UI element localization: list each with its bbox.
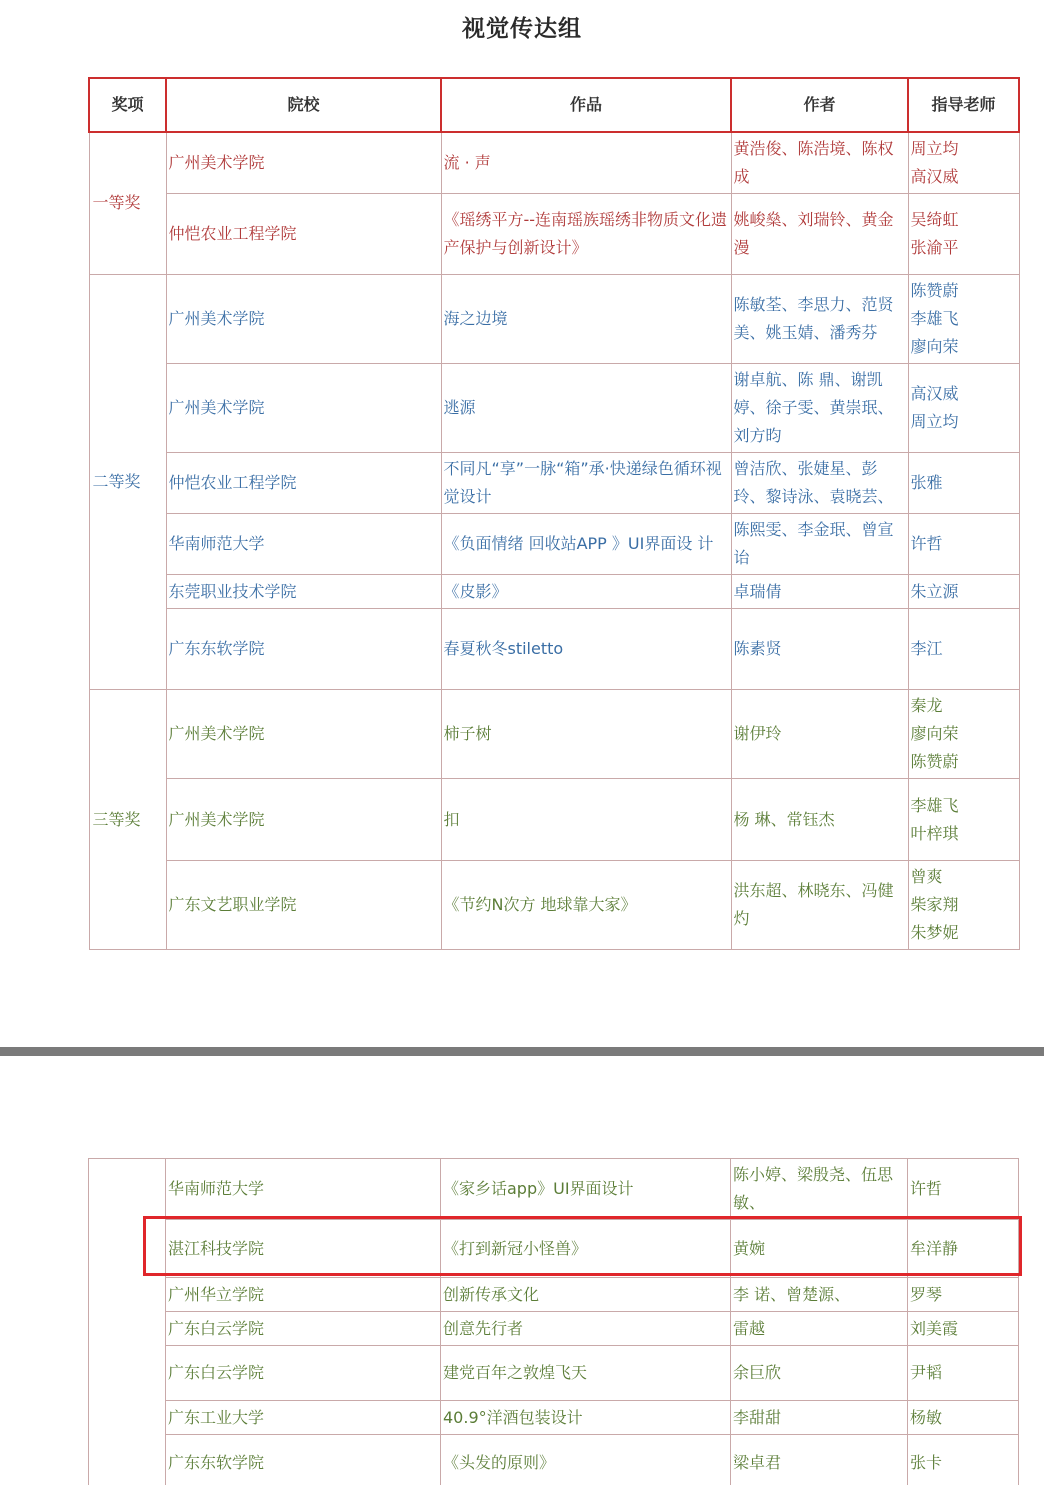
work-cell: 流 · 声	[441, 132, 731, 194]
advisor-cell: 杨敏	[908, 1401, 1019, 1435]
advisor-cell: 高汉威 周立均	[908, 364, 1019, 453]
advisor-cell: 许哲	[908, 514, 1019, 575]
header-school: 院校	[166, 78, 441, 132]
author-cell: 陈小婷、梁殷尧、伍思敏、	[731, 1159, 908, 1220]
school-cell: 广东东软学院	[166, 609, 441, 690]
work-cell: 柿子树	[441, 690, 731, 779]
school-cell: 湛江科技学院	[166, 1220, 441, 1278]
author-cell: 谢伊玲	[731, 690, 908, 779]
table-row	[89, 1435, 1019, 1485]
advisor-cell: 许哲	[908, 1159, 1019, 1220]
awards-table-continued	[88, 1158, 1019, 1485]
work-cell: 扣	[441, 779, 731, 861]
school-cell: 仲恺农业工程学院	[166, 194, 441, 275]
school-cell: 广东白云学院	[166, 1312, 441, 1346]
author-cell: 黄浩俊、陈浩境、陈权成	[731, 132, 908, 194]
advisor-cell: 吴绮虹 张渝平	[908, 194, 1019, 275]
author-cell: 姚峻燊、刘瑞铃、黄金漫	[731, 194, 908, 275]
work-cell: 海之边境	[441, 275, 731, 364]
table-row	[89, 1312, 1019, 1346]
table-row	[89, 1346, 1019, 1401]
table-row	[89, 364, 1019, 453]
award-level-empty	[89, 1159, 166, 1485]
school-cell: 东莞职业技术学院	[166, 575, 441, 609]
work-cell: 《瑶绣平方--连南瑶族瑶绣非物质文化遗产保护与创新设计》	[441, 194, 731, 275]
advisor-cell: 刘美霞	[908, 1312, 1019, 1346]
author-cell: 杨 琳、常钰杰	[731, 779, 908, 861]
school-cell: 华南师范大学	[166, 1159, 441, 1220]
work-cell: 逃源	[441, 364, 731, 453]
page-title: 视觉传达组	[462, 16, 582, 42]
school-cell: 广州美术学院	[166, 690, 441, 779]
advisor-cell: 陈赞蔚 李雄飞 廖向荣	[908, 275, 1019, 364]
table-header-row	[89, 78, 1019, 132]
table-row	[89, 779, 1019, 861]
advisor-cell: 尹韬	[908, 1346, 1019, 1401]
author-cell: 谢卓航、陈 鼎、谢凯婷、徐子雯、黄崇珉、刘方昀	[731, 364, 908, 453]
school-cell: 广东文艺职业学院	[166, 861, 441, 950]
header-work: 作品	[441, 78, 731, 132]
author-cell: 李甜甜	[731, 1401, 908, 1435]
award-level: 三等奖	[89, 690, 166, 950]
school-cell: 广州美术学院	[166, 364, 441, 453]
table-row	[89, 514, 1019, 575]
awards-table	[88, 77, 1020, 950]
header-award: 奖项	[89, 78, 166, 132]
advisor-cell: 张卡	[908, 1435, 1019, 1485]
work-cell: 建党百年之敦煌飞天	[441, 1346, 731, 1401]
advisor-cell: 李江	[908, 609, 1019, 690]
table-row	[89, 861, 1019, 950]
author-cell: 梁卓君	[731, 1435, 908, 1485]
author-cell: 卓瑞倩	[731, 575, 908, 609]
advisor-cell: 罗琴	[908, 1278, 1019, 1312]
work-cell: 《节约N次方 地球靠大家》	[441, 861, 731, 950]
author-cell: 陈敏荃、李思力、范贤美、姚玉婧、潘秀芬	[731, 275, 908, 364]
author-cell: 雷越	[731, 1312, 908, 1346]
author-cell: 余巨欣	[731, 1346, 908, 1401]
work-cell: 《打到新冠小怪兽》	[441, 1220, 731, 1278]
author-cell: 洪东超、林晓东、冯健灼	[731, 861, 908, 950]
page-divider	[0, 1047, 1044, 1056]
work-cell: 《皮影》	[441, 575, 731, 609]
school-cell: 广东工业大学	[166, 1401, 441, 1435]
school-cell: 广东白云学院	[166, 1346, 441, 1401]
school-cell: 广东东软学院	[166, 1435, 441, 1485]
award-level: 二等奖	[89, 275, 166, 690]
header-advisor: 指导老师	[908, 78, 1019, 132]
school-cell: 仲恺农业工程学院	[166, 453, 441, 514]
table-row	[89, 275, 1019, 364]
work-cell: 不同凡“享”一脉“箱”承·快递绿色循环视觉设计	[441, 453, 731, 514]
author-cell: 陈熙雯、李金珉、曾宣诒	[731, 514, 908, 575]
advisor-cell: 秦龙 廖向荣 陈赞蔚	[908, 690, 1019, 779]
table-row	[89, 1401, 1019, 1435]
author-cell: 李 诺、曾楚源、	[731, 1278, 908, 1312]
table-row	[89, 609, 1019, 690]
author-cell: 曾洁欣、张婕星、彭玲、黎诗泳、袁晓芸、	[731, 453, 908, 514]
author-cell: 陈素贤	[731, 609, 908, 690]
school-cell: 广州美术学院	[166, 132, 441, 194]
award-level: 一等奖	[89, 132, 166, 275]
table-row	[89, 690, 1019, 779]
work-cell: 春夏秋冬stiletto	[441, 609, 731, 690]
work-cell: 40.9°洋酒包装设计	[441, 1401, 731, 1435]
advisor-cell: 牟洋静	[908, 1220, 1019, 1278]
highlight-box	[143, 1216, 1022, 1276]
table-row	[89, 575, 1019, 609]
work-cell: 《头发的原则》	[441, 1435, 731, 1485]
work-cell: 《负面情绪 回收站APP 》UI界面设 计	[441, 514, 731, 575]
advisor-cell: 张雅	[908, 453, 1019, 514]
table-row	[89, 132, 1019, 194]
table-row	[89, 194, 1019, 275]
advisor-cell: 曾爽 柴家翔 朱梦妮	[908, 861, 1019, 950]
advisor-cell: 朱立源	[908, 575, 1019, 609]
table-row	[89, 1159, 1019, 1220]
advisor-cell: 李雄飞 叶梓琪	[908, 779, 1019, 861]
table-row	[89, 453, 1019, 514]
work-cell: 创新传承文化	[441, 1278, 731, 1312]
school-cell: 广州华立学院	[166, 1278, 441, 1312]
work-cell: 《家乡话app》UI界面设计	[441, 1159, 731, 1220]
advisor-cell: 周立均 高汉威	[908, 132, 1019, 194]
header-author: 作者	[731, 78, 908, 132]
school-cell: 广州美术学院	[166, 779, 441, 861]
school-cell: 广州美术学院	[166, 275, 441, 364]
school-cell: 华南师范大学	[166, 514, 441, 575]
author-cell: 黄婉	[731, 1220, 908, 1278]
table-row	[89, 1278, 1019, 1312]
work-cell: 创意先行者	[441, 1312, 731, 1346]
